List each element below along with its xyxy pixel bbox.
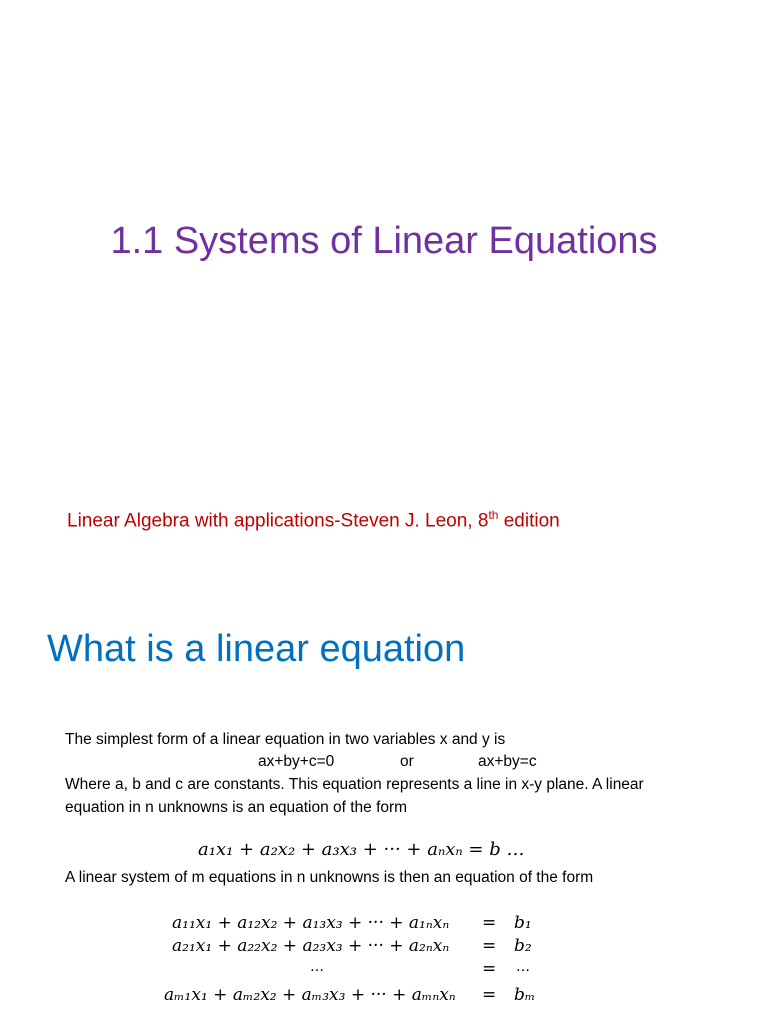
system-row-1-lhs: a₁₁x₁ + a₁₂x₂ + a₁₃x₃ + ··· + a₁ₙxₙ: [172, 913, 450, 933]
content-slide: [0, 585, 768, 1024]
book-reference-tail: edition: [498, 510, 560, 532]
system-row-1-eq: =: [482, 913, 497, 933]
system-row-2-lhs: a₂₁x₁ + a₂₂x₂ + a₂₃x₃ + ··· + a₂ₙxₙ: [172, 936, 450, 956]
book-reference-main: Linear Algebra with applications-Steven J. Leon, 8: [67, 510, 489, 532]
form-b: ax+by=c: [478, 753, 537, 770]
section-heading: What is a linear equation: [47, 628, 466, 670]
intro-text: The simplest form of a linear equation in two variables x and y is: [65, 731, 506, 748]
form-or: or: [400, 753, 414, 770]
slide-title: 1.1 Systems of Linear Equations: [110, 220, 658, 262]
description-line-1: Where a, b and c are constants. This equation represents a line in x-y plane. A linear: [65, 776, 644, 793]
system-row-2-rhs: b₂: [514, 936, 532, 956]
system-row-2-eq: =: [482, 936, 497, 956]
system-row-3-eq: =: [482, 959, 497, 979]
system-row-1-rhs: b₁: [514, 913, 532, 933]
form-a: ax+by+c=0: [258, 753, 335, 770]
system-intro: A linear system of m equations in n unknowns is then an equation of the form: [65, 869, 594, 886]
system-row-4-lhs: aₘ₁x₁ + aₘ₂x₂ + aₘ₃x₃ + ··· + aₘₙxₙ: [164, 985, 456, 1005]
system-row-3-rhs: …: [516, 959, 530, 975]
system-row-3-lhs: …: [310, 959, 324, 975]
description-line-2: equation in n unknowns is an equation of the form: [65, 799, 408, 816]
general-equation: a₁x₁ + a₂x₂ + a₃x₃ + ··· + aₙxₙ = b …: [198, 839, 525, 860]
book-reference-sup: th: [488, 508, 499, 522]
system-row-4-eq: =: [482, 985, 497, 1005]
book-reference: [67, 508, 560, 532]
system-row-4-rhs: bₘ: [514, 985, 536, 1005]
